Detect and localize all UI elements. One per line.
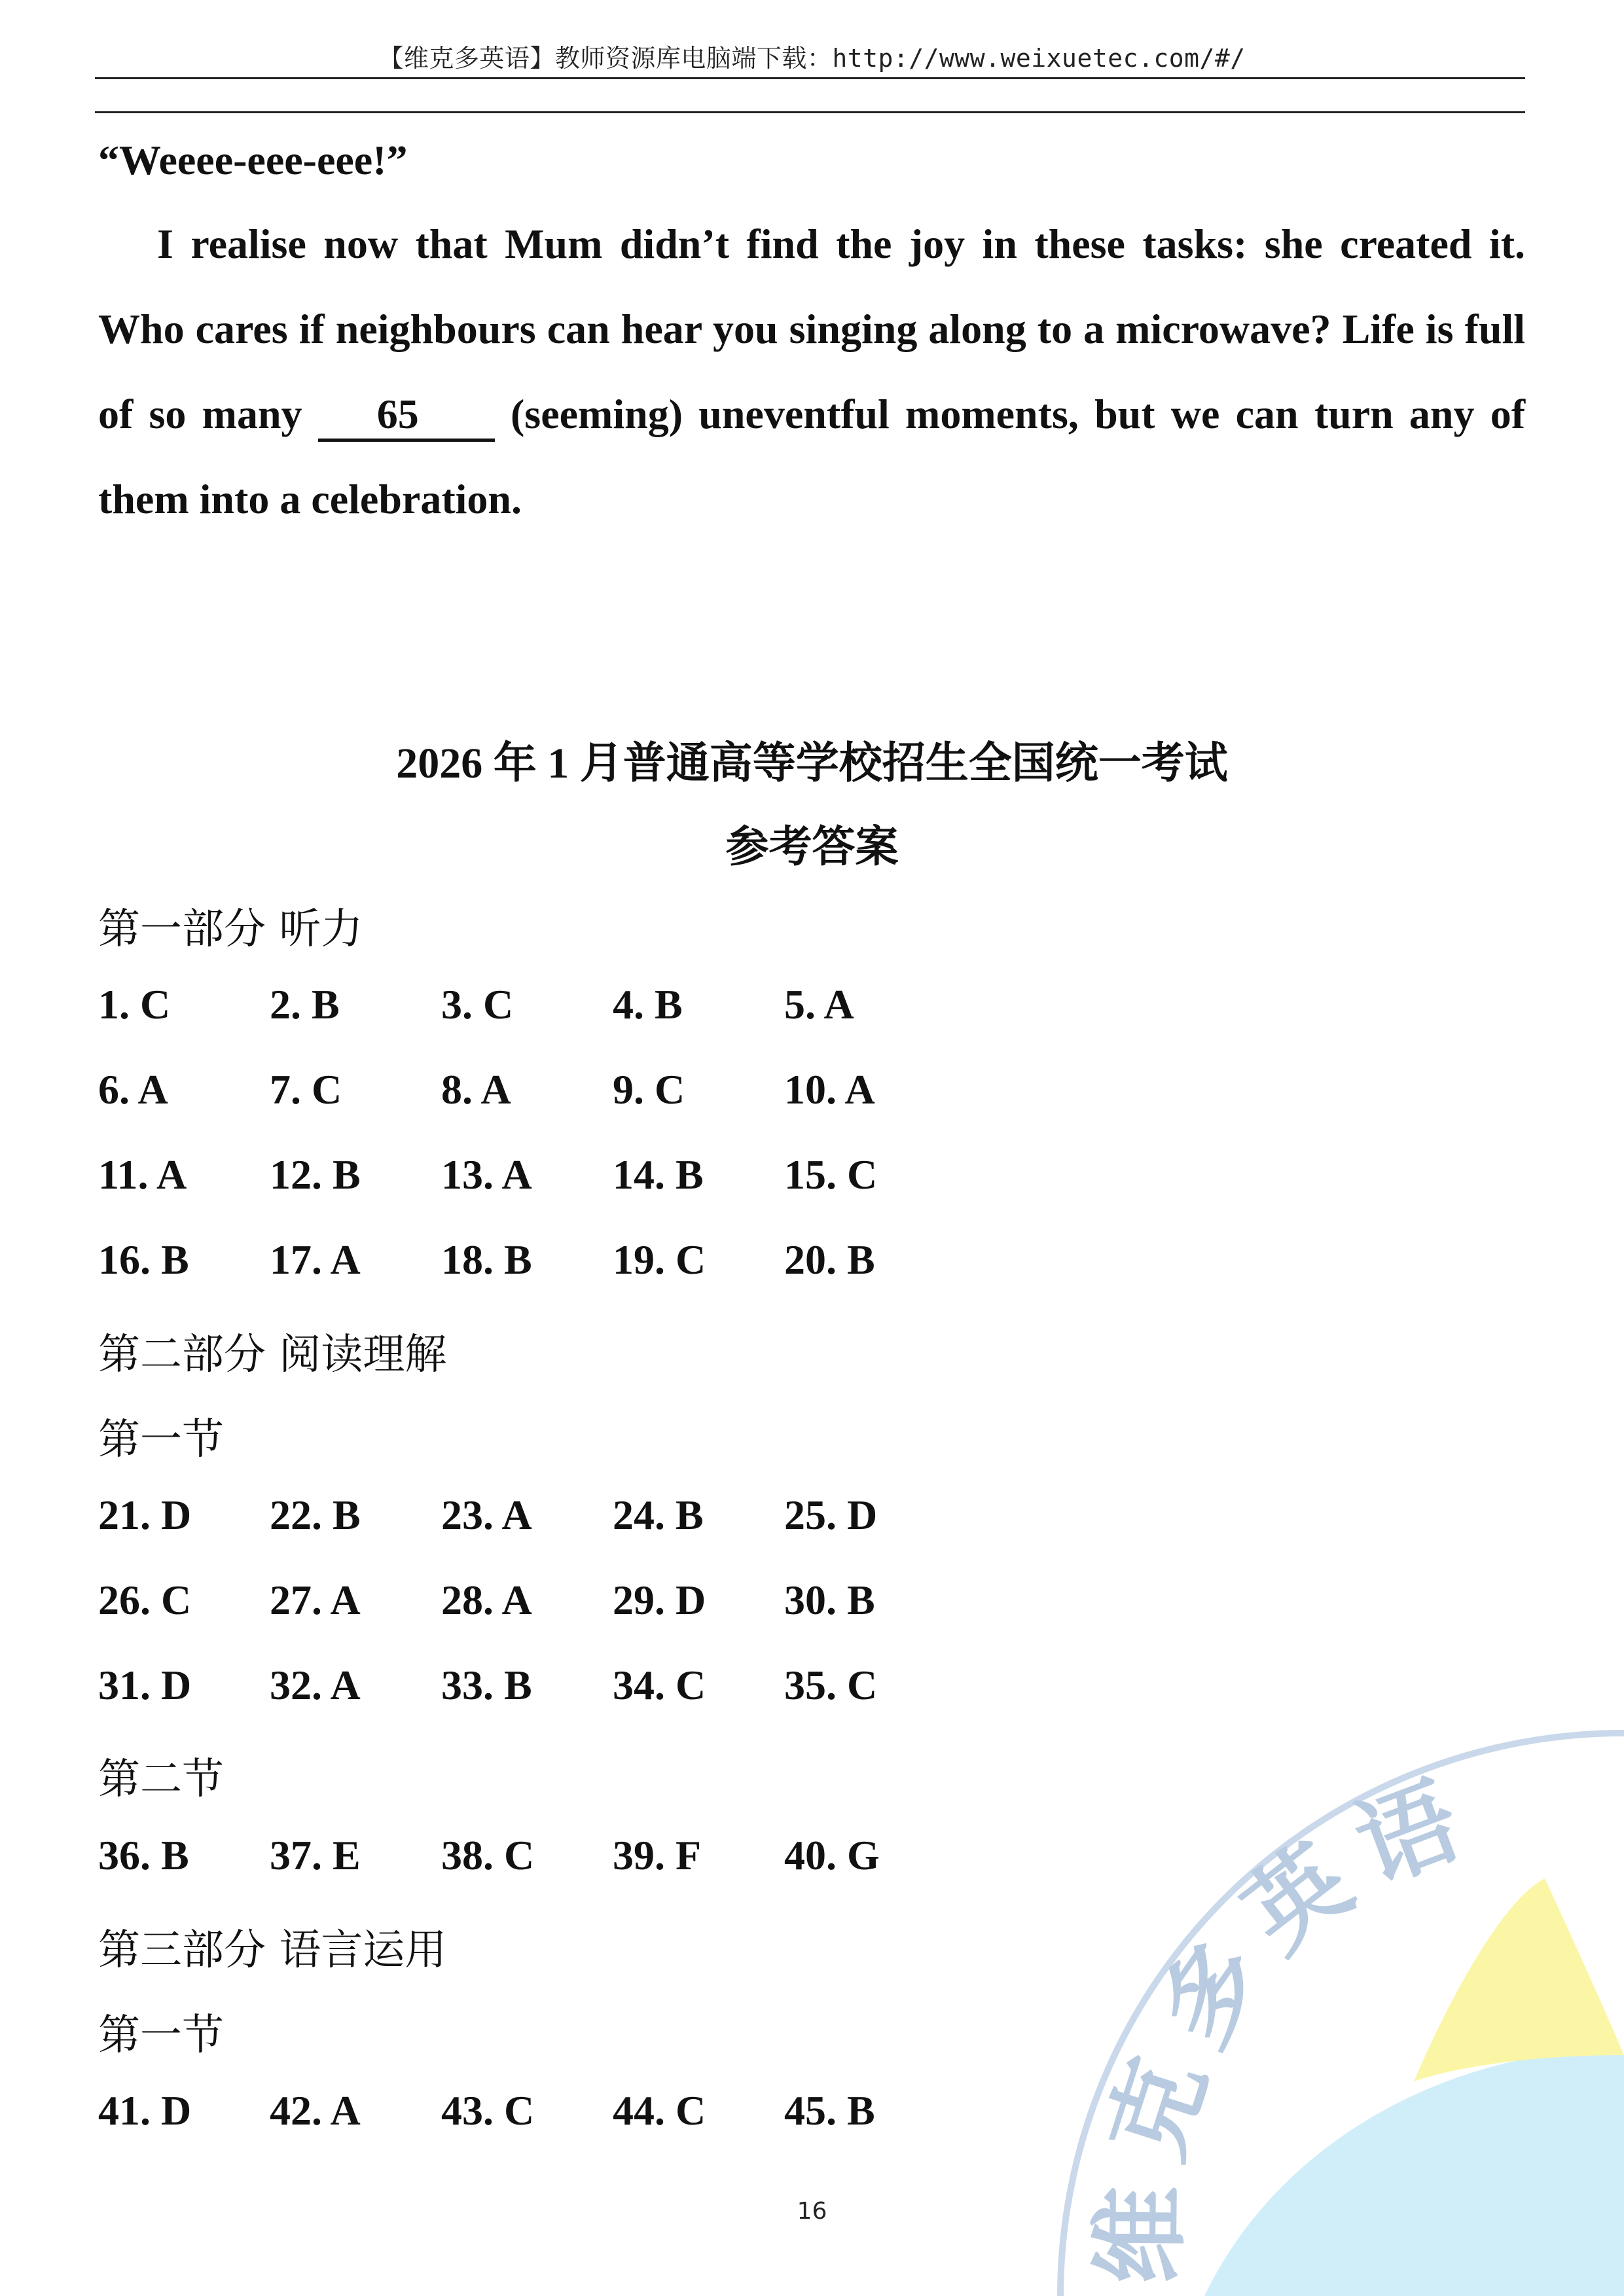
page-number: 16	[797, 2198, 827, 2225]
answer-item: 14. B	[613, 1151, 704, 1198]
passage-text-before-blank: I realise now that Mum didn’t find the joy in these tasks: she created it. Who cares if neighbours can hear you singing along to a microwave? Life is full of so many	[98, 221, 1525, 437]
header-download-link[interactable]: http://www.weixuetec.com/#/	[832, 44, 1246, 73]
part1-heading: 第一部分 听力	[98, 905, 363, 954]
answer-item: 44. C	[613, 2087, 706, 2134]
part2-section2-heading: 第二节	[98, 1755, 224, 1804]
answer-item: 4. B	[613, 981, 683, 1028]
answer-item: 20. B	[784, 1236, 875, 1283]
blank-65: 65	[318, 390, 495, 442]
passage-exclamation: “Weeee-eee-eee!”	[98, 137, 408, 183]
answer-item: 1. C	[98, 981, 171, 1028]
answer-item: 24. B	[613, 1492, 704, 1538]
answer-item: 35. C	[784, 1662, 878, 1708]
answer-key-title: 2026 年 1 月普通高等学校招生全国统一考试	[396, 740, 1228, 787]
answer-item: 16. B	[98, 1236, 189, 1283]
part3-heading: 第三部分 语言运用	[98, 1926, 447, 1975]
answer-item: 43. C	[441, 2087, 535, 2134]
answer-item: 36. B	[98, 1832, 189, 1878]
answer-item: 41. D	[98, 2087, 192, 2134]
answer-key-subtitle: 参考答案	[725, 823, 899, 871]
answer-item: 8. A	[441, 1066, 511, 1113]
header-rule-top	[95, 77, 1525, 79]
passage-paragraph	[98, 202, 1525, 542]
answer-item: 6. A	[98, 1066, 168, 1113]
answer-item: 26. C	[98, 1577, 192, 1623]
header-rule-bottom	[95, 111, 1525, 113]
part3-section1-heading: 第一节	[98, 2011, 224, 2060]
answer-item: 15. C	[784, 1151, 878, 1198]
page-header	[0, 38, 1624, 74]
answer-item: 5. A	[784, 981, 854, 1028]
answer-item: 45. B	[784, 2087, 875, 2134]
answer-item: 38. C	[441, 1832, 535, 1878]
answer-item: 42. A	[270, 2087, 361, 2134]
answer-item: 12. B	[270, 1151, 361, 1198]
answer-item: 3. C	[441, 981, 514, 1028]
answer-item: 32. A	[270, 1662, 361, 1708]
answer-item: 19. C	[613, 1236, 706, 1283]
watermark-blue-shape	[1204, 2055, 1624, 2296]
answer-item: 22. B	[270, 1492, 361, 1538]
answer-item: 40. G	[784, 1832, 880, 1878]
answer-item: 21. D	[98, 1492, 192, 1538]
answer-item: 2. B	[270, 981, 340, 1028]
answer-item: 34. C	[613, 1662, 706, 1708]
part2-section1-heading: 第一节	[98, 1416, 224, 1464]
answer-item: 18. B	[441, 1236, 532, 1283]
watermark-text: 维克多英语	[1083, 1757, 1492, 2285]
answer-item: 27. A	[270, 1577, 361, 1623]
answer-item: 29. D	[613, 1577, 706, 1623]
answer-item: 39. F	[613, 1832, 702, 1878]
answer-item: 7. C	[270, 1066, 342, 1113]
answer-item: 10. A	[784, 1066, 875, 1113]
answer-item: 23. A	[441, 1492, 532, 1538]
answer-item: 25. D	[784, 1492, 878, 1538]
passage-text-after-blank: (seeming) uneventful moments, but we can turn any of them into a celebration.	[98, 391, 1526, 522]
answer-item: 30. B	[784, 1577, 875, 1623]
answer-item: 11. A	[98, 1151, 187, 1198]
answer-item: 9. C	[613, 1066, 685, 1113]
answer-item: 13. A	[441, 1151, 532, 1198]
part2-heading: 第二部分 阅读理解	[98, 1331, 447, 1379]
answer-item: 37. E	[270, 1832, 361, 1878]
answer-item: 28. A	[441, 1577, 532, 1623]
answer-item: 17. A	[270, 1236, 361, 1283]
answer-item: 33. B	[441, 1662, 532, 1708]
watermark-yellow-leaf	[1414, 1878, 1624, 2081]
header-source-label: 【维克多英语】教师资源库电脑端下载：	[378, 44, 833, 73]
answer-item: 31. D	[98, 1662, 192, 1708]
